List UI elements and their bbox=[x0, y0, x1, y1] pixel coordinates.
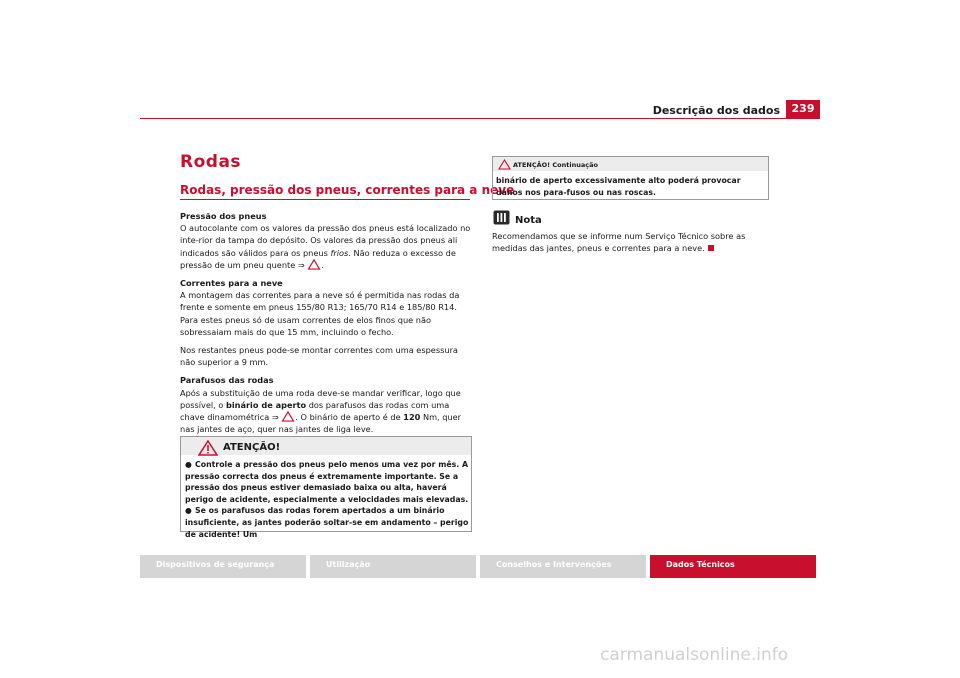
note-body: Recomendamos que se informe num Serviço Técnico sobre as medidas das jantes, pneus e correntes para a neve. bbox=[492, 231, 746, 254]
warning-continuation-text: binário de aperto excessivamente alto poderá provocar danos nos para-fusos ou nas roscas. bbox=[496, 176, 741, 197]
chains-paragraph-1: A montagem das correntes para a neve só é permitida nas rodas da frente e somente em pneus 155/80 R13; 165/70 R14 e 185/80 R14. Para estes pneus só de usam correntes de elos finos que não sobressaiam mais do que 15 mm, incluindo o fecho. bbox=[180, 290, 460, 337]
page-number: 239 bbox=[786, 100, 820, 118]
warning-item: ● Se os parafusos das rodas forem apertados a um binário insuficiente, as jantes poderão soltar-se em andamento – perigo de acidente! Um bbox=[185, 506, 469, 539]
bolts-heading: Parafusos das rodas bbox=[180, 375, 274, 386]
end-marker-icon bbox=[708, 245, 714, 251]
bolts-paragraph: Após a substituição de uma roda deve-se mandar verificar, logo que possível, o binário de aperto dos parafusos das rodas com uma chave dinamométrica ⇒ . O binário de aperto é de 120 Nm, quer nas jantes de aço, quer nas jantes de liga leve. bbox=[180, 387, 462, 435]
section-title: Rodas bbox=[180, 152, 242, 172]
bullet-icon: ● bbox=[185, 506, 192, 516]
left-column bbox=[180, 210, 472, 441]
warning-triangle-icon bbox=[198, 440, 218, 456]
warning-item: ● Controle a pressão dos pneus pelo menos uma vez por mês. A pressão correcta dos pneus é extremamente importante. Se a pressão dos pneus estiver demasiado baixa ou alta, haverá perigo de acidente, especialmente a velocidades mais elevadas. bbox=[185, 460, 469, 504]
warning-triangle-icon bbox=[498, 159, 511, 170]
bullet-icon: ● bbox=[185, 460, 192, 469]
warning-title: ATENÇÃO! bbox=[223, 442, 281, 453]
warning-continuation-box bbox=[492, 156, 769, 200]
footer-tab-dispositivos[interactable]: Dispositivos de segurança bbox=[140, 555, 306, 578]
footer-tab-conselhos[interactable]: Conselhos e Intervenções bbox=[480, 555, 646, 578]
warning-box bbox=[180, 436, 472, 539]
footer-tab-utilizacao[interactable]: Utilização bbox=[310, 555, 476, 578]
pressure-heading: Pressão dos pneus bbox=[180, 211, 267, 221]
chains-paragraph-2: Nos restantes pneus pode-se montar correntes com uma espessura não superior a 9 mm. bbox=[180, 345, 458, 368]
footer-nav bbox=[140, 555, 820, 578]
warning-icon bbox=[281, 411, 295, 422]
subtitle-rule bbox=[180, 199, 470, 200]
warning-icon bbox=[307, 259, 321, 270]
note-info-icon bbox=[493, 210, 510, 225]
header-rule bbox=[140, 118, 820, 119]
chains-heading: Correntes para a neve bbox=[180, 278, 283, 289]
watermark: carmanualsonline.info bbox=[600, 645, 789, 665]
running-header-title: Descrição dos dados bbox=[652, 104, 780, 117]
footer-tab-dados-tecnicos[interactable]: Dados Técnicos bbox=[650, 555, 816, 578]
warning-continuation-title: ATENÇÃO! Continuação bbox=[513, 161, 598, 169]
pressure-paragraph: O autocolante com os valores da pressão dos pneus está localizado no inte-rior da tampa do depósito. Os valores da pressão dos pneus ali indicados são válidos para os pneus frios. Não reduza o excesso de pressão de um pneu quente ⇒ . bbox=[180, 223, 471, 270]
note-title: Nota bbox=[515, 215, 542, 226]
section-subtitle: Rodas, pressão dos pneus, correntes para a neve bbox=[180, 183, 515, 197]
warning-body bbox=[185, 459, 469, 540]
